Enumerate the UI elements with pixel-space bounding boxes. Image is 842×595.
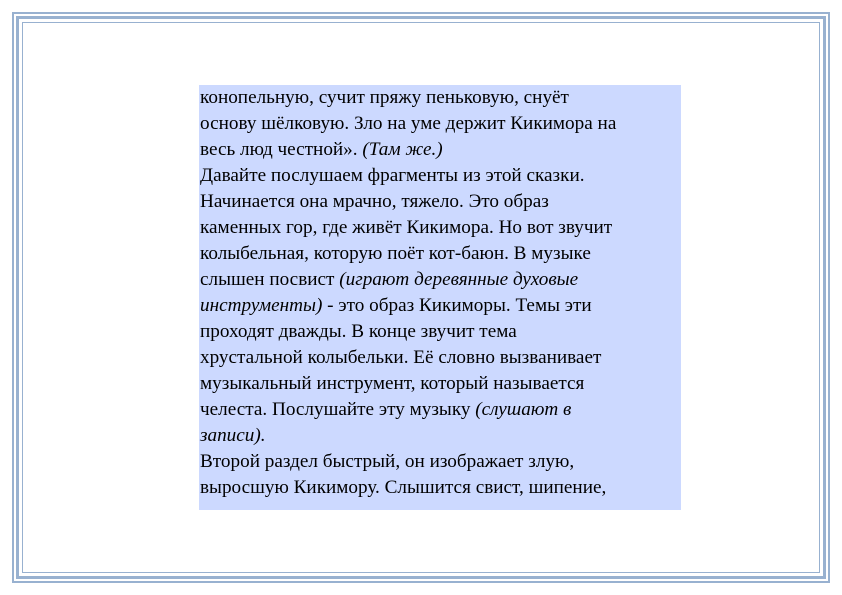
text-segment: слышен посвист bbox=[200, 269, 340, 290]
text-line bbox=[200, 371, 681, 397]
text-line bbox=[200, 137, 681, 163]
text-segment: основу шёлковую. Зло на уме держит Кикимора на bbox=[200, 113, 617, 134]
text-line bbox=[200, 397, 681, 423]
text-line bbox=[200, 241, 681, 267]
text-block bbox=[199, 85, 681, 510]
text-line bbox=[200, 85, 681, 111]
text-line bbox=[200, 423, 681, 449]
text-segment: весь люд честной». bbox=[200, 139, 363, 160]
text-line bbox=[200, 475, 681, 501]
text-segment: Давайте послушаем фрагменты из этой сказки. bbox=[200, 165, 585, 186]
text-line bbox=[200, 267, 681, 293]
text-segment: хрустальной колыбельки. Её словно вызванивает bbox=[200, 347, 602, 368]
text-segment: Второй раздел быстрый, он изображает злую, bbox=[200, 451, 575, 472]
text-segment: Начинается она мрачно, тяжело. Это образ bbox=[200, 191, 549, 212]
italic-text-segment: (слушают в bbox=[475, 399, 572, 420]
text-line bbox=[200, 319, 681, 345]
text-line bbox=[200, 345, 681, 371]
text-segment: колыбельная, которую поёт кот-баюн. В музыке bbox=[200, 243, 591, 264]
text-segment: проходят дважды. В конце звучит тема bbox=[200, 321, 517, 342]
text-segment: это образ Кикиморы. Темы эти bbox=[333, 295, 592, 316]
italic-text-segment: (играют деревянные духовые bbox=[339, 269, 579, 290]
text-line bbox=[200, 163, 681, 189]
text-line bbox=[200, 111, 681, 137]
text-segment: музыкальный инструмент, который называется bbox=[200, 373, 585, 394]
text-segment: каменных гор, где живёт Кикимора. Но вот звучит bbox=[200, 217, 613, 238]
text-line bbox=[200, 189, 681, 215]
text-segment: выросшую Кикимору. Слышится свист, шипение, bbox=[200, 477, 607, 498]
text-line bbox=[200, 215, 681, 241]
italic-text-segment: (Там же.) bbox=[362, 139, 443, 160]
italic-text-segment: записи). bbox=[200, 425, 266, 446]
italic-text-segment: инструменты) - bbox=[200, 295, 334, 316]
text-segment: конопельную, сучит пряжу пеньковую, снуёт bbox=[200, 87, 569, 108]
text-segment: челеста. Послушайте эту музыку bbox=[200, 399, 476, 420]
text-line bbox=[200, 293, 681, 319]
text-line bbox=[200, 449, 681, 475]
